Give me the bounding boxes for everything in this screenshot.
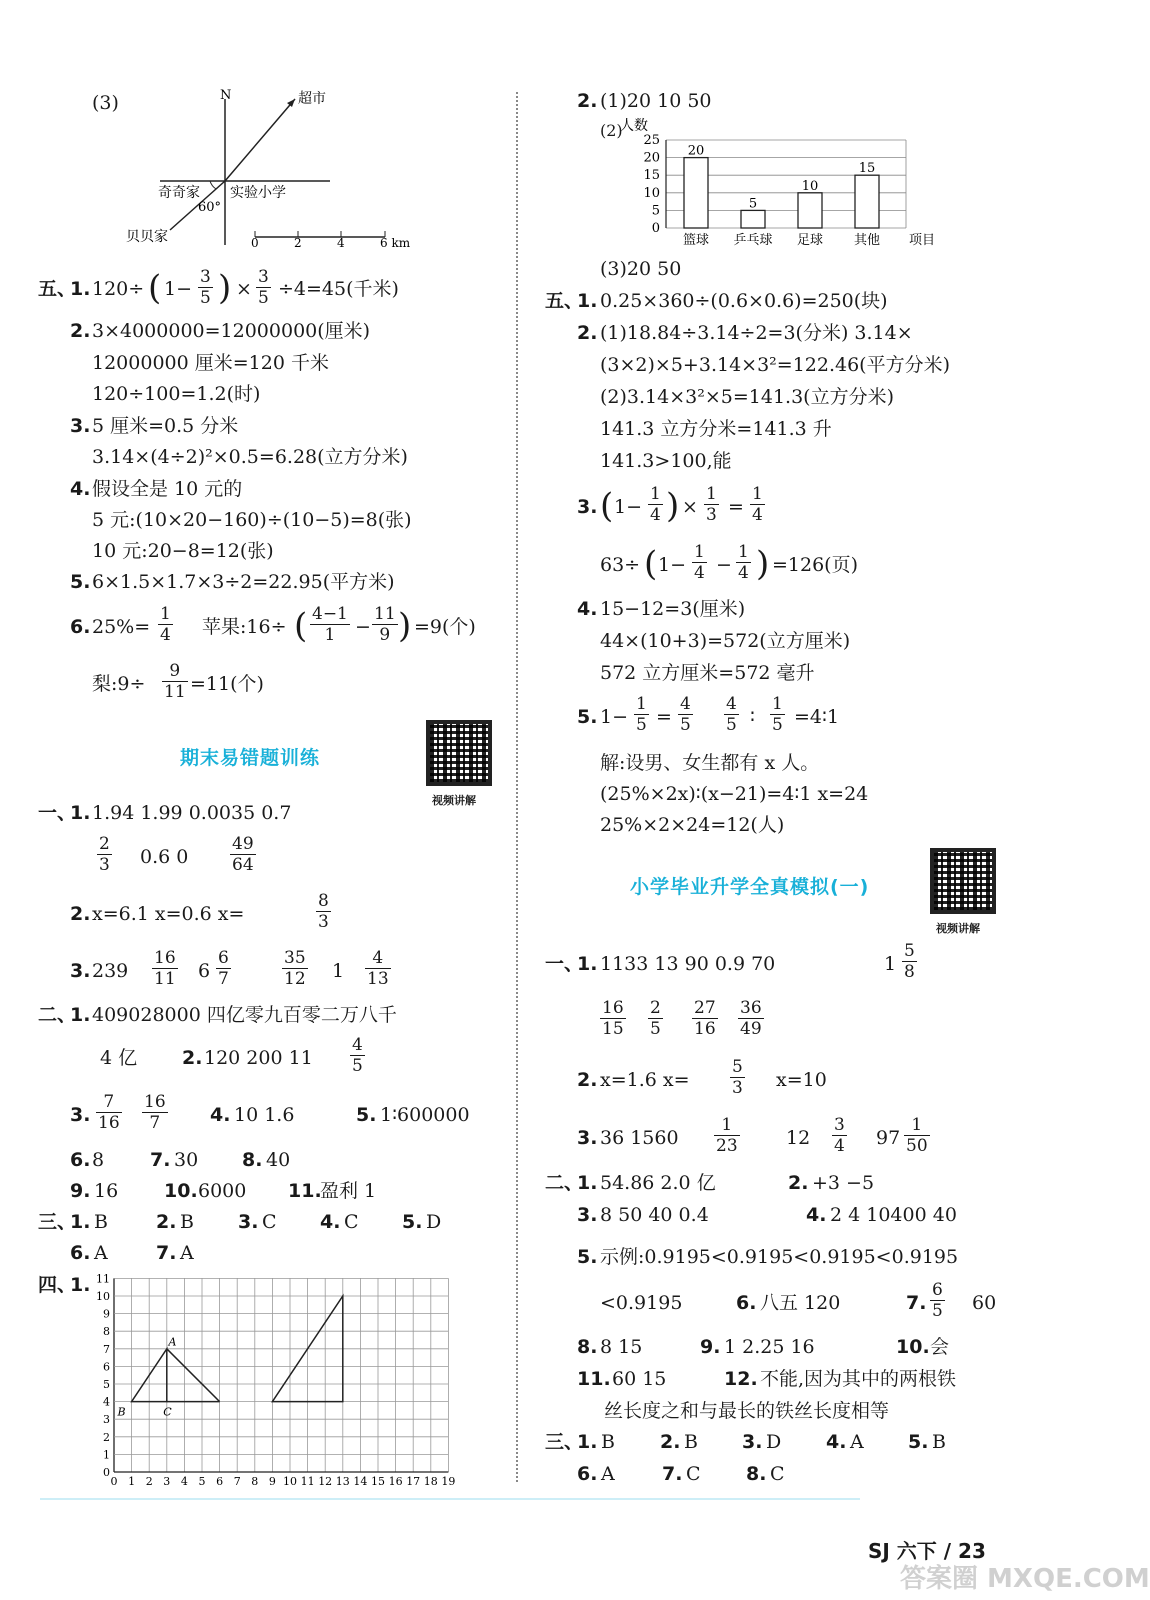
question-number: 11. [577, 1368, 611, 1390]
question-number: 3. [70, 415, 91, 437]
question-number: 3. [70, 960, 91, 982]
fraction: $\frac{4}{5}$ [680, 694, 691, 735]
choice-answer: B [684, 1431, 698, 1453]
answer-line: 1 [332, 960, 345, 982]
equation-text: 25%= [92, 616, 151, 638]
paren: ) [218, 268, 232, 308]
x-tick-label: 4 [180, 1475, 188, 1488]
fraction: $\frac{16}{7}$ [144, 1092, 166, 1133]
answer-line: x=10 [776, 1069, 827, 1091]
scale-tick: 0 [251, 236, 259, 250]
choice-answer: A [180, 1242, 194, 1264]
bar-value-label: 5 [748, 196, 758, 212]
point-label-b: B [117, 1405, 126, 1419]
bar [855, 175, 879, 228]
answer-line: (1)18.84÷3.14÷2=3(分米) 3.14× [600, 322, 913, 344]
x-tick-label: 18 [423, 1475, 438, 1488]
fraction: $\frac{6}{5}$ [932, 1280, 943, 1321]
answer-line: 60 15 [612, 1368, 667, 1390]
question-number: 5. [908, 1431, 929, 1453]
answer-line: x=1.6 x= [600, 1069, 690, 1091]
fraction: $\frac{5}{3}$ [732, 1057, 743, 1098]
paren: ) [398, 606, 412, 646]
answer-line: (25%×2x)∶(x−21)=4∶1 x=24 [600, 783, 869, 805]
equation-text: = [656, 706, 672, 728]
bar-value-label: 15 [858, 161, 876, 177]
fraction: $\frac{49}{64}$ [232, 834, 254, 875]
answer-line: 解:设男、女生都有 x 人。 [600, 752, 820, 774]
y-tick-label: 10 [96, 1290, 110, 1303]
y-tick-label: 2 [103, 1430, 110, 1444]
x-tick-label: 6 [216, 1475, 224, 1488]
equation-text: × [236, 278, 252, 300]
bar [741, 210, 765, 228]
answer-line: 3.14×(4÷2)²×0.5=6.28(立方分米) [92, 446, 408, 468]
question-number: 4. [577, 598, 598, 620]
fraction: $\frac{2}{5}$ [650, 998, 661, 1039]
supermarket-label: 超市 [298, 91, 326, 107]
y-tick-label: 9 [103, 1307, 110, 1321]
paren: ( [644, 544, 658, 584]
question-number: 1. [70, 278, 91, 300]
answer-line: 44×(10+3)=572(立方厘米) [600, 630, 851, 652]
y-tick-label: 3 [103, 1413, 110, 1427]
answer-line: 16 [94, 1180, 119, 1202]
question-number: 8. [242, 1149, 263, 1171]
x-tick-label: 1 [128, 1475, 136, 1488]
question-number: 3. [70, 1104, 91, 1126]
fraction: $\frac{1}{4}$ [738, 542, 749, 583]
answer-line: 141.3 立方分米=141.3 升 [600, 418, 832, 440]
x-tick-label: 3 [163, 1475, 171, 1488]
question-number: 7. [156, 1242, 177, 1264]
point-label-c: C [163, 1405, 172, 1419]
y-tick-label: 25 [643, 133, 660, 148]
answer-line: 8 50 40 0.4 [600, 1204, 709, 1226]
answer-line: x=6.1 x=0.6 x= [92, 903, 245, 925]
answer-line: (3)20 50 [600, 258, 682, 280]
answer-line: 6×1.5×1.7×3÷2=22.95(平方米) [92, 571, 395, 593]
fraction: $\frac{35}{12}$ [284, 948, 306, 989]
fraction: $\frac{36}{49}$ [740, 998, 762, 1039]
question-number: 2. [577, 322, 598, 344]
equation-text: = [728, 496, 744, 518]
choice-answer: C [686, 1463, 701, 1485]
answer-line: 8 [92, 1149, 105, 1171]
answer-line: <0.9195 [600, 1292, 683, 1314]
fraction: $\frac{8}{3}$ [318, 891, 329, 932]
x-tick-label: 12 [318, 1475, 333, 1488]
question-number: 12. [724, 1368, 758, 1390]
answer-line: 5 元:(10×20−160)÷(10−5)=8(张) [92, 509, 412, 531]
x-tick-label: 16 [388, 1475, 403, 1488]
question-number: 3. [577, 1204, 598, 1226]
answer-line: 1133 13 90 0.9 70 [600, 953, 776, 975]
answer-line: 1∶600000 [380, 1104, 470, 1126]
equation-text: 120÷ [92, 278, 145, 300]
question-number: 2. [577, 1069, 598, 1091]
fraction: $\frac{1}{50}$ [906, 1115, 928, 1156]
section-title: 小学毕业升学全真模拟(一) [630, 876, 870, 898]
answer-line: 1.94 1.99 0.0035 0.7 [92, 802, 292, 824]
choice-answer: B [94, 1211, 108, 1233]
answer-line: 8 15 [600, 1336, 643, 1358]
question-number: 1. [70, 1274, 91, 1296]
equation-text: =9(个) [414, 616, 476, 638]
choice-answer: C [262, 1211, 277, 1233]
x-tick-label: 14 [353, 1475, 368, 1488]
section-label: 四、 [38, 1274, 77, 1296]
beibei-home-label: 贝贝家 [126, 229, 168, 245]
qr-code[interactable] [426, 720, 492, 786]
fraction: $\frac{1}{23}$ [716, 1115, 738, 1156]
scale-tick: 6 km [380, 236, 411, 250]
choice-answer: A [94, 1242, 108, 1264]
answer-line: 6000 [198, 1180, 247, 1202]
answer-line: 3×4000000=12000000(厘米) [92, 320, 371, 342]
choice-answer: A [601, 1463, 615, 1485]
question-number: 9. [700, 1336, 721, 1358]
question-number: 1. [577, 953, 598, 975]
y-tick-label: 0 [103, 1466, 110, 1479]
question-number: 1. [577, 290, 598, 312]
answer-line: 10 元:20−8=12(张) [92, 540, 274, 562]
section-label: 二、 [38, 1004, 77, 1026]
section-label: 一、 [545, 953, 584, 975]
question-number: 1. [577, 1172, 598, 1194]
answer-line: 141.3>100,能 [600, 450, 732, 472]
choice-answer: C [770, 1463, 785, 1485]
y-axis-label: 人数 [620, 118, 648, 134]
answer-line: 1 2.25 16 [724, 1336, 815, 1358]
question-number: 2. [577, 90, 598, 112]
question-number: 7. [906, 1292, 927, 1314]
qr-caption: 视频讲解 [936, 922, 980, 935]
direction-map [126, 85, 440, 255]
x-tick-label: 篮球 [682, 233, 710, 248]
fraction: $\frac{16}{11}$ [154, 948, 176, 989]
question-number: 2. [660, 1431, 681, 1453]
fraction: $\frac{1}{5}$ [772, 694, 783, 735]
fraction: $\frac{4}{13}$ [367, 948, 389, 989]
fraction: $\frac{1}{5}$ [636, 694, 647, 735]
watermark: 答案圈 MXQE.COM [900, 1564, 1150, 1594]
fraction: $\frac{1}{4}$ [752, 484, 763, 525]
answer-line: (3×2)×5+3.14×3²=122.46(平方分米) [600, 354, 951, 376]
answer-line: 120÷100=1.2(时) [92, 383, 261, 405]
coordinate-grid [90, 1270, 470, 1490]
answer-line: 36 1560 [600, 1127, 679, 1149]
answer-line: 1 [884, 953, 897, 975]
equation-text: − [355, 616, 371, 638]
answer-line: (2) [600, 121, 623, 140]
question-number: 9. [70, 1180, 91, 1202]
answer-line: 12 [786, 1127, 811, 1149]
fraction: $\frac{16}{15}$ [602, 998, 624, 1039]
equation-text: =11(个) [190, 673, 264, 695]
bar [798, 193, 822, 228]
paren: ( [600, 486, 614, 526]
footer-rule [40, 1498, 860, 1500]
question-number: 4. [320, 1211, 341, 1233]
section-title: 期末易错题训练 [180, 747, 321, 769]
fraction: $\frac{6}{7}$ [218, 948, 229, 989]
question-number: 4. [210, 1104, 231, 1126]
section-label: 二、 [545, 1172, 584, 1194]
question-number: 4. [70, 478, 91, 500]
equation-text: 梨:9÷ [92, 673, 146, 695]
answer-line: 10 1.6 [234, 1104, 295, 1126]
school-label: 实验小学 [230, 185, 286, 201]
question-number: 5. [356, 1104, 377, 1126]
question-number: 8. [577, 1336, 598, 1358]
question-number: 3. [238, 1211, 259, 1233]
equation-text: =4∶1 [794, 706, 840, 728]
question-number: 4. [826, 1431, 847, 1453]
answer-line: 409028000 四亿零九百零二万八千 [92, 1004, 397, 1026]
x-tick-label: 0 [110, 1475, 118, 1488]
question-number: 6. [70, 1149, 91, 1171]
answer-line: 30 [174, 1149, 199, 1171]
fraction: $\frac{5}{8}$ [904, 941, 915, 982]
equation-text: × [682, 496, 698, 518]
answer-line: 40 [266, 1149, 291, 1171]
answer-line: 2 4 10400 40 [830, 1204, 957, 1226]
answer-line: 60 [972, 1292, 997, 1314]
bar [684, 158, 708, 228]
question-number: 1. [70, 802, 91, 824]
answer-line: 15−12=3(厘米) [600, 598, 746, 620]
answer-line: 示例:0.9195<0.9195<0.9195<0.9195 [600, 1246, 959, 1268]
question-number: 1. [70, 1004, 91, 1026]
x-tick-label: 19 [441, 1475, 456, 1488]
paren: ( [148, 268, 162, 308]
question-number: 5. [577, 1246, 598, 1268]
question-number: 2. [156, 1211, 177, 1233]
x-tick-label: 7 [233, 1475, 241, 1488]
y-tick-label: 4 [103, 1395, 110, 1409]
point-label-a: A [168, 1335, 177, 1349]
section-label: 三、 [545, 1431, 584, 1453]
bar-value-label: 20 [687, 143, 705, 159]
question-number: 8. [746, 1463, 767, 1485]
x-tick-label: 15 [371, 1475, 385, 1488]
y-tick-label: 11 [96, 1272, 110, 1286]
paren: ( [294, 606, 308, 646]
answer-line: 盈利 1 [320, 1180, 377, 1202]
y-tick-label: 8 [103, 1325, 110, 1339]
choice-answer: D [766, 1431, 782, 1453]
x-tick-label: 10 [283, 1475, 297, 1488]
fraction: $\frac{4}{5}$ [352, 1035, 363, 1076]
x-tick-label: 8 [251, 1475, 259, 1488]
choice-answer: B [601, 1431, 615, 1453]
paren: ) [756, 544, 770, 584]
question-number: 4. [806, 1204, 827, 1226]
bar-chart [620, 118, 940, 256]
question-number: 3. [742, 1431, 763, 1453]
x-tick-label: 17 [406, 1475, 421, 1488]
fraction: $\frac{4-1}{1}$ [312, 604, 348, 645]
fraction: $\frac{27}{16}$ [694, 998, 716, 1039]
question-number: 3. [577, 1127, 598, 1149]
answer-line: 不能,因为其中的两根铁 [760, 1368, 957, 1390]
column-divider [516, 92, 518, 1482]
answer-line: 假设全是 10 元的 [92, 478, 243, 500]
answer-line: 120 200 11 [204, 1047, 313, 1069]
fraction: $\frac{2}{3}$ [99, 834, 110, 875]
question-number: 7. [662, 1463, 683, 1485]
question-label: (3) [92, 92, 119, 114]
fraction: $\frac{1}{4}$ [694, 542, 705, 583]
fraction: $\frac{3}{4}$ [834, 1115, 845, 1156]
equation-text: 1− [614, 496, 643, 518]
question-number: 11. [288, 1180, 322, 1202]
fraction: $\frac{1}{4}$ [650, 484, 661, 525]
x-tick-label: 其他 [853, 233, 881, 248]
equation-text: − [716, 554, 732, 576]
x-axis-label: 项目 [909, 233, 936, 248]
y-tick-label: 5 [651, 203, 660, 219]
section-label: 五、 [38, 278, 77, 300]
answer-line: 0.25×360÷(0.6×0.6)=250(块) [600, 290, 888, 312]
question-number: 6. [577, 1463, 598, 1485]
question-number: 2. [788, 1172, 809, 1194]
y-tick-label: 6 [103, 1360, 110, 1374]
fraction: $\frac{9}{11}$ [164, 661, 186, 702]
answer-line: 会 [930, 1336, 950, 1358]
answer-line: 0.6 0 [140, 846, 189, 868]
question-number: 7. [150, 1149, 171, 1171]
answer-line: 八五 120 [760, 1292, 841, 1314]
x-tick-label: 13 [335, 1475, 350, 1488]
question-number: 1. [70, 1211, 91, 1233]
answer-line: 12000000 厘米=120 千米 [92, 352, 329, 374]
choice-answer: B [180, 1211, 194, 1233]
choice-answer: A [850, 1431, 864, 1453]
y-tick-label: 20 [643, 150, 660, 166]
equation-text: 1− [658, 554, 687, 576]
x-tick-label: 足球 [796, 233, 824, 248]
section-label: 五、 [545, 290, 584, 312]
choice-answer: C [344, 1211, 359, 1233]
question-number: 2. [182, 1047, 203, 1069]
x-tick-label: 5 [198, 1475, 206, 1488]
bar-value-label: 10 [801, 178, 819, 194]
x-tick-label: 2 [145, 1475, 153, 1488]
answer-line: 25%×2×24=12(人) [600, 814, 785, 836]
answer-line: 丝长度之和与最长的铁丝长度相等 [604, 1400, 890, 1422]
answer-line: 572 立方厘米=572 毫升 [600, 662, 815, 684]
choice-answer: B [932, 1431, 946, 1453]
answer-line: 97 [876, 1127, 901, 1149]
equation-text: ÷4=45(千米) [278, 278, 399, 300]
y-tick-label: 7 [103, 1342, 110, 1356]
paren: ) [666, 486, 680, 526]
y-tick-label: 15 [643, 168, 660, 184]
equation-text: 1− [164, 278, 193, 300]
answer-line: +3 −5 [812, 1172, 875, 1194]
qiqi-home-label: 奇奇家 [158, 185, 200, 201]
question-number: 6. [736, 1292, 757, 1314]
fraction: $\frac{4}{5}$ [726, 694, 737, 735]
fraction: $\frac{3}{5}$ [200, 267, 211, 308]
qr-code[interactable] [930, 848, 996, 914]
question-number: 2. [70, 320, 91, 342]
equation-text: 苹果:16÷ [202, 616, 287, 638]
question-number: 10. [164, 1180, 198, 1202]
fraction: $\frac{7}{16}$ [98, 1092, 120, 1133]
section-label: 三、 [38, 1211, 77, 1233]
fraction: $\frac{1}{3}$ [706, 484, 717, 525]
question-number: 5. [70, 571, 91, 593]
equation-text: ∶ [750, 706, 755, 728]
x-tick-label: 乒乓球 [733, 233, 773, 248]
choice-answer: D [426, 1211, 442, 1233]
question-number: 2. [70, 903, 91, 925]
question-number: 3. [577, 496, 598, 518]
north-label: N [220, 88, 232, 103]
triangle-small-edge [167, 1349, 220, 1402]
answer-line: 6 [198, 960, 211, 982]
qr-caption: 视频讲解 [432, 794, 476, 807]
answer-line: 4 亿 [100, 1047, 138, 1069]
scale-tick: 4 [337, 236, 345, 250]
question-number: 6. [70, 1242, 91, 1264]
answer-line: (2)3.14×3²×5=141.3(立方分米) [600, 386, 894, 408]
section-label: 一、 [38, 802, 77, 824]
answer-line: (1)20 10 50 [600, 90, 712, 112]
fraction: $\frac{11}{9}$ [374, 604, 396, 645]
question-number: 5. [577, 706, 598, 728]
x-tick-label: 9 [268, 1475, 276, 1488]
answer-line: 239 [92, 960, 129, 982]
question-number: 1. [577, 1431, 598, 1453]
equation-text: 63÷ [600, 554, 641, 576]
page-number: SJ 六下 / 23 [868, 1539, 986, 1563]
y-tick-label: 1 [103, 1448, 110, 1462]
y-tick-label: 5 [103, 1378, 110, 1391]
fraction: $\frac{1}{4}$ [160, 604, 171, 645]
question-number: 5. [402, 1211, 423, 1233]
fraction: $\frac{3}{5}$ [258, 267, 269, 308]
y-tick-label: 0 [651, 221, 660, 236]
answer-line: 5 厘米=0.5 分米 [92, 415, 239, 437]
equation-text: =126(页) [772, 554, 859, 576]
scale-tick: 2 [294, 236, 302, 250]
question-number: 10. [896, 1336, 930, 1358]
answer-line: 54.86 2.0 亿 [600, 1172, 716, 1194]
y-tick-label: 10 [643, 185, 660, 201]
angle-label: 60° [198, 200, 222, 215]
equation-text: 1− [600, 706, 629, 728]
x-tick-label: 11 [300, 1475, 315, 1488]
question-number: 6. [70, 616, 91, 638]
